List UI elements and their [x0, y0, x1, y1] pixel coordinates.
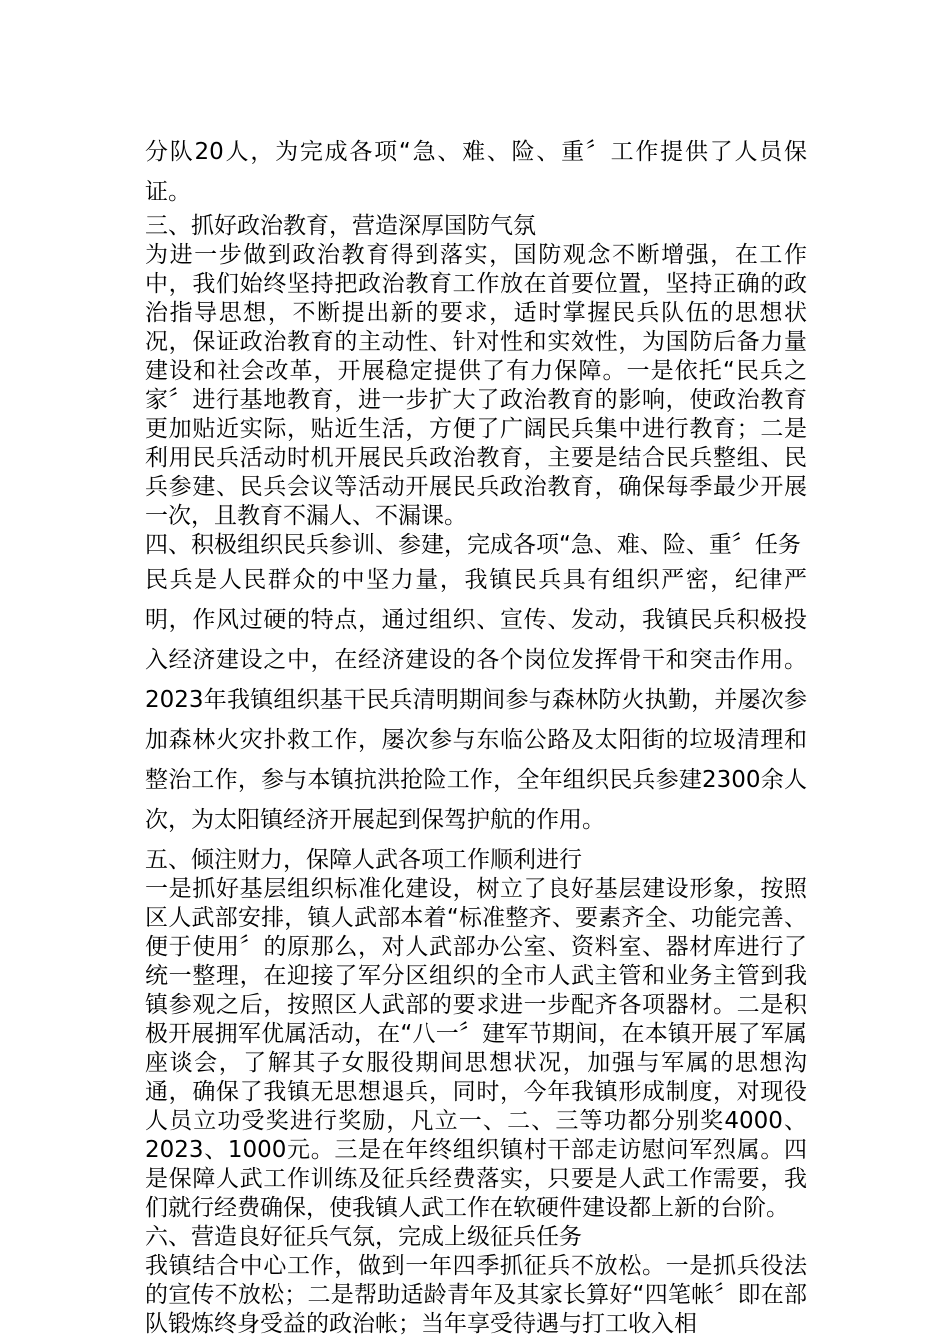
- paragraph-staffing: 分队20人，为完成各项“急、难、险、重〞工作提供了人员保证。: [145, 139, 807, 205]
- paragraph-militia-training: 民兵是人民群众的中坚力量，我镇民兵具有组织严密，纪律严明，作风过硬的特点，通过组织、宣传、发动，我镇民兵积极投入经济建设之中，在经济建设的各个岗位发挥骨干和突击作用。2023年我镇组织基干民兵清明期间参与森林防火执勤，并屡次参加森林火灾扑救工作，屡次参与东临公路及太阳街的垃圾清理和整治工作，参与本镇抗洪抢险工作，全年组织民兵参建2300余人次，为太阳镇经济开展起到保驾护航的作用。: [145, 567, 807, 833]
- paragraph-political-education: 为进一步做到政治教育得到落实，国防观念不断增强，在工作中，我们始终坚持把政治教育工作放在首要位置，坚持正确的政治指导思想，不断提出新的要求，适时掌握民兵队伍的思想状况，保证政治教育的主动性、针对性和实效性，为国防后备力量建设和社会改革，开展稳定提供了有力保障。一是依托“民兵之家〞进行基地教育，进一步扩大了政治教育的影响，使政治教育更加贴近实际，贴近生活，方便了广阔民兵集中进行教育；二是利用民兵活动时机开展民兵政治教育，主要是结合民兵整组、民兵参建、民兵会议等活动开展民兵政治教育，确保每季最少开展一次，且教育不漏人、不漏课。: [145, 242, 807, 529]
- heading-financial-support: 五、倾注财力，保障人武各项工作顺利进行: [145, 847, 582, 873]
- paragraph-recruitment: 我镇结合中心工作，做到一年四季抓征兵不放松。一是抓兵役法的宣传不放松；二是帮助适龄青年及其家长算好“四笔帐〞即在部队锻炼终身受益的政治帐；当年享受待遇与打工收入相: [145, 1253, 807, 1337]
- heading-political-education: 三、抓好政治教育，营造深厚国防气氛: [145, 213, 536, 239]
- document-body: [145, 132, 807, 1339]
- paragraph-financial-support: 一是抓好基层组织标准化建设，树立了良好基层建设形象，按照区人武部安排，镇人武部本着“标准整齐、要素齐全、功能完善、便于使用〞的原那么，对人武部办公室、资料室、器材库进行了统一整理，在迎接了军分区组织的全市人武主管和业务主管到我镇参观之后，按照区人武部的要求进一步配齐各项器材。二是积极开展拥军优属活动，在“八一〞建军节期间，在本镇开展了军属座谈会，了解其子女服役期间思想状况，加强与军属的思想沟通，确保了我镇无思想退兵，同时，今年我镇形成制度，对现役人员立功受奖进行奖励，凡立一、二、三等功都分别奖4000、2023、1000元。三是在年终组织镇村干部走访慰问军烈属。四是保障人武工作训练及征兵经费落实，只要是人武工作需要，我们就行经费确保，使我镇人武工作在软硬件建设都上新的台阶。: [145, 876, 807, 1221]
- heading-militia-training: 四、积极组织民兵参训、参建，完成各项“急、难、险、重〞任务: [145, 532, 801, 558]
- heading-recruitment: 六、营造良好征兵气氛，完成上级征兵任务: [145, 1224, 582, 1250]
